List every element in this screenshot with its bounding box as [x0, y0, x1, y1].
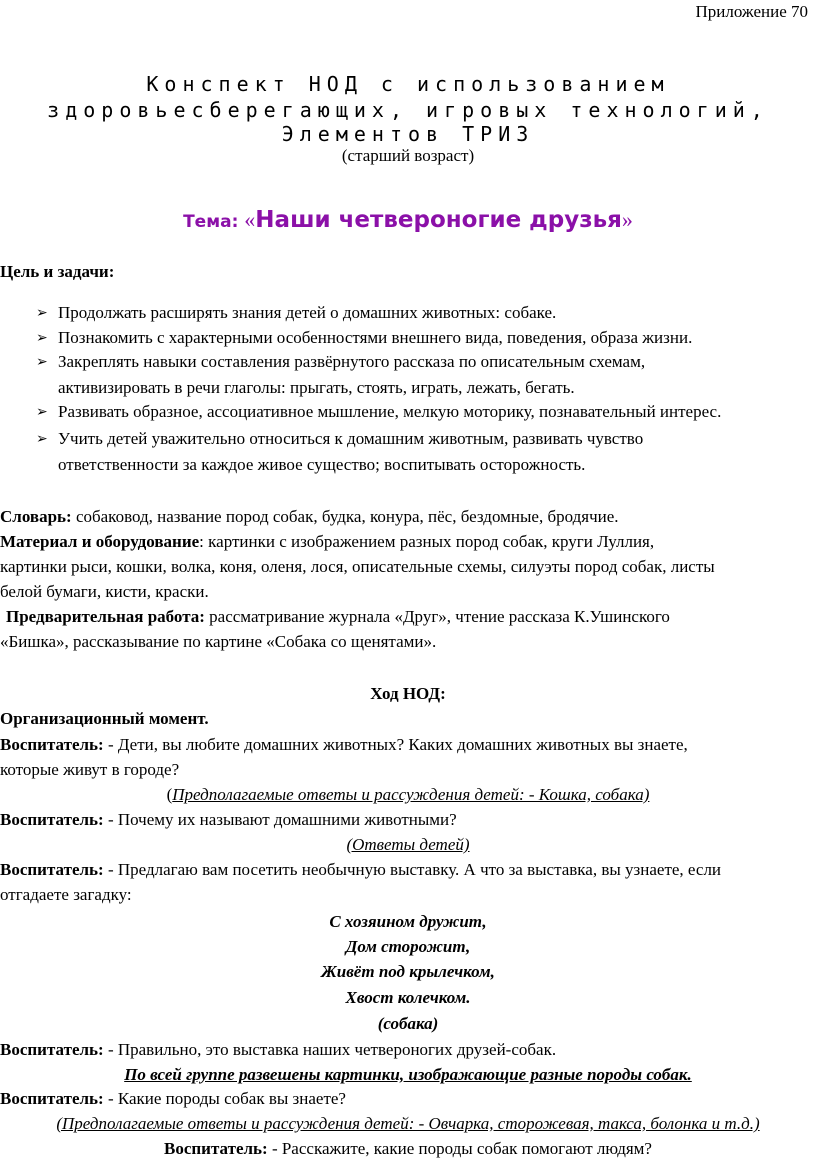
- material-line-2: картинки рыси, кошки, волка, коня, оленя, лося, описательные схемы, силуэты пород собак, листы: [0, 557, 715, 576]
- preliminary-line-1: [6, 605, 670, 628]
- goals-heading: Цель и задачи:: [0, 262, 115, 281]
- riddle-line: Живёт под крылечком,: [321, 962, 495, 981]
- dialog-line: [0, 1038, 556, 1061]
- dialog-text: - Почему их называют домашними животными?: [103, 810, 457, 829]
- dialog-line-continued: которые живут в городе?: [0, 760, 180, 779]
- theme-close-quote: »: [621, 207, 633, 232]
- vocabulary-label: Словарь:: [0, 507, 72, 526]
- children-answer: (Предполагаемые ответы и рассуждения детей: - Овчарка, сторожевая, такса, болонка и т.д.): [56, 1114, 760, 1133]
- title-line-1: Конспект НОД с использованием: [146, 72, 670, 96]
- dialog-line: [0, 858, 721, 881]
- preliminary-label: Предварительная работа:: [6, 607, 205, 626]
- material-line-3: белой бумаги, кисти, краски.: [0, 582, 209, 601]
- speaker-label: Воспитатель:: [0, 810, 104, 829]
- dialog-text: - Какие породы собак вы знаете?: [103, 1089, 346, 1108]
- children-answer-text: Предполагаемые ответы и рассуждения детей: - Кошка, собака): [172, 785, 650, 804]
- dialog-text: - Правильно, это выставка наших четвероногих друзей-собак.: [103, 1040, 557, 1059]
- goal-item: Учить детей уважительно относиться к домашним животным, развивать чувство: [58, 429, 644, 448]
- age-group: (старший возраст): [341, 146, 475, 165]
- goal-item-continued: ответственности за каждое живое существо; воспитывать осторожность.: [58, 455, 586, 474]
- riddle-answer: (собака): [377, 1014, 439, 1033]
- theme-name: Наши четвероногие друзья: [255, 207, 622, 233]
- vocabulary-line: [0, 505, 619, 528]
- org-moment: Организационный момент.: [0, 709, 209, 728]
- course-heading: Ход НОД:: [370, 684, 446, 703]
- dialog-line: [0, 808, 457, 831]
- bullet-arrow-icon: ➢: [36, 330, 48, 346]
- dialog-text: - Дети, вы любите домашних животных? Каких домашних животных вы знаете,: [103, 735, 688, 754]
- dialog-line: [0, 1087, 346, 1110]
- stage-note: По всей группе развешены картинки, изображающие разные породы собак.: [124, 1065, 692, 1084]
- theme-label: Тема:: [183, 212, 239, 232]
- riddle-line: С хозяином дружит,: [329, 912, 487, 931]
- bullet-arrow-icon: ➢: [36, 354, 48, 370]
- material-line-1: [0, 530, 654, 553]
- material-text: : картинки с изображением разных пород собак, круги Луллия,: [199, 532, 655, 551]
- dialog-line: [0, 733, 688, 756]
- speaker-label: Воспитатель:: [0, 735, 104, 754]
- title-line-2: здоровьесберегающих, игровых технологий,: [47, 98, 769, 122]
- children-answer: (Предполагаемые ответы и рассуждения детей: - Кошка, собака): [166, 785, 650, 804]
- goal-item-continued: активизировать в речи глаголы: прыгать, стоять, играть, лежать, бегать.: [58, 378, 575, 397]
- riddle-line: Дом сторожит,: [345, 937, 471, 956]
- preliminary-text: рассматривание журнала «Друг», чтение рассказа К.Ушинского: [204, 607, 670, 626]
- speaker-label: Воспитатель:: [0, 1089, 104, 1108]
- bullet-arrow-icon: ➢: [36, 305, 48, 321]
- theme-open-quote: «: [244, 207, 256, 232]
- theme-title: [0, 207, 816, 233]
- goal-item: Развивать образное, ассоциативное мышление, мелкую моторику, познавательный интерес.: [58, 402, 722, 421]
- vocabulary-text: собаковод, название пород собак, будка, конура, пёс, бездомные, бродячие.: [71, 507, 619, 526]
- goal-item: Закреплять навыки составления развёрнутого рассказа по описательным схемам,: [58, 352, 646, 371]
- goal-item: Познакомить с характерными особенностями внешнего вида, поведения, образа жизни.: [58, 328, 693, 347]
- goal-item: Продолжать расширять знания детей о домашних животных: собаке.: [58, 303, 557, 322]
- speaker-label: Воспитатель:: [164, 1139, 268, 1158]
- material-label: Материал и оборудование: [0, 532, 200, 551]
- dialog-line-continued: отгадаете загадку:: [0, 885, 132, 904]
- speaker-label: Воспитатель:: [0, 860, 104, 879]
- preliminary-line-2: «Бишка», рассказывание по картине «Собака со щенятами».: [0, 632, 437, 651]
- bullet-arrow-icon: ➢: [36, 431, 48, 447]
- riddle-line: Хвост колечком.: [345, 988, 471, 1007]
- dialog-text: - Расскажите, какие породы собак помогают людям?: [267, 1139, 652, 1158]
- dialog-text: - Предлагаю вам посетить необычную выставку. А что за выставка, вы узнаете, если: [103, 860, 722, 879]
- speaker-label: Воспитатель:: [0, 1040, 104, 1059]
- appendix-number: Приложение 70: [695, 2, 808, 21]
- children-answer: (Ответы детей): [346, 835, 470, 854]
- bullet-arrow-icon: ➢: [36, 404, 48, 420]
- title-line-3: Элементов ТРИЗ: [281, 122, 535, 146]
- dialog-line: [0, 1137, 816, 1160]
